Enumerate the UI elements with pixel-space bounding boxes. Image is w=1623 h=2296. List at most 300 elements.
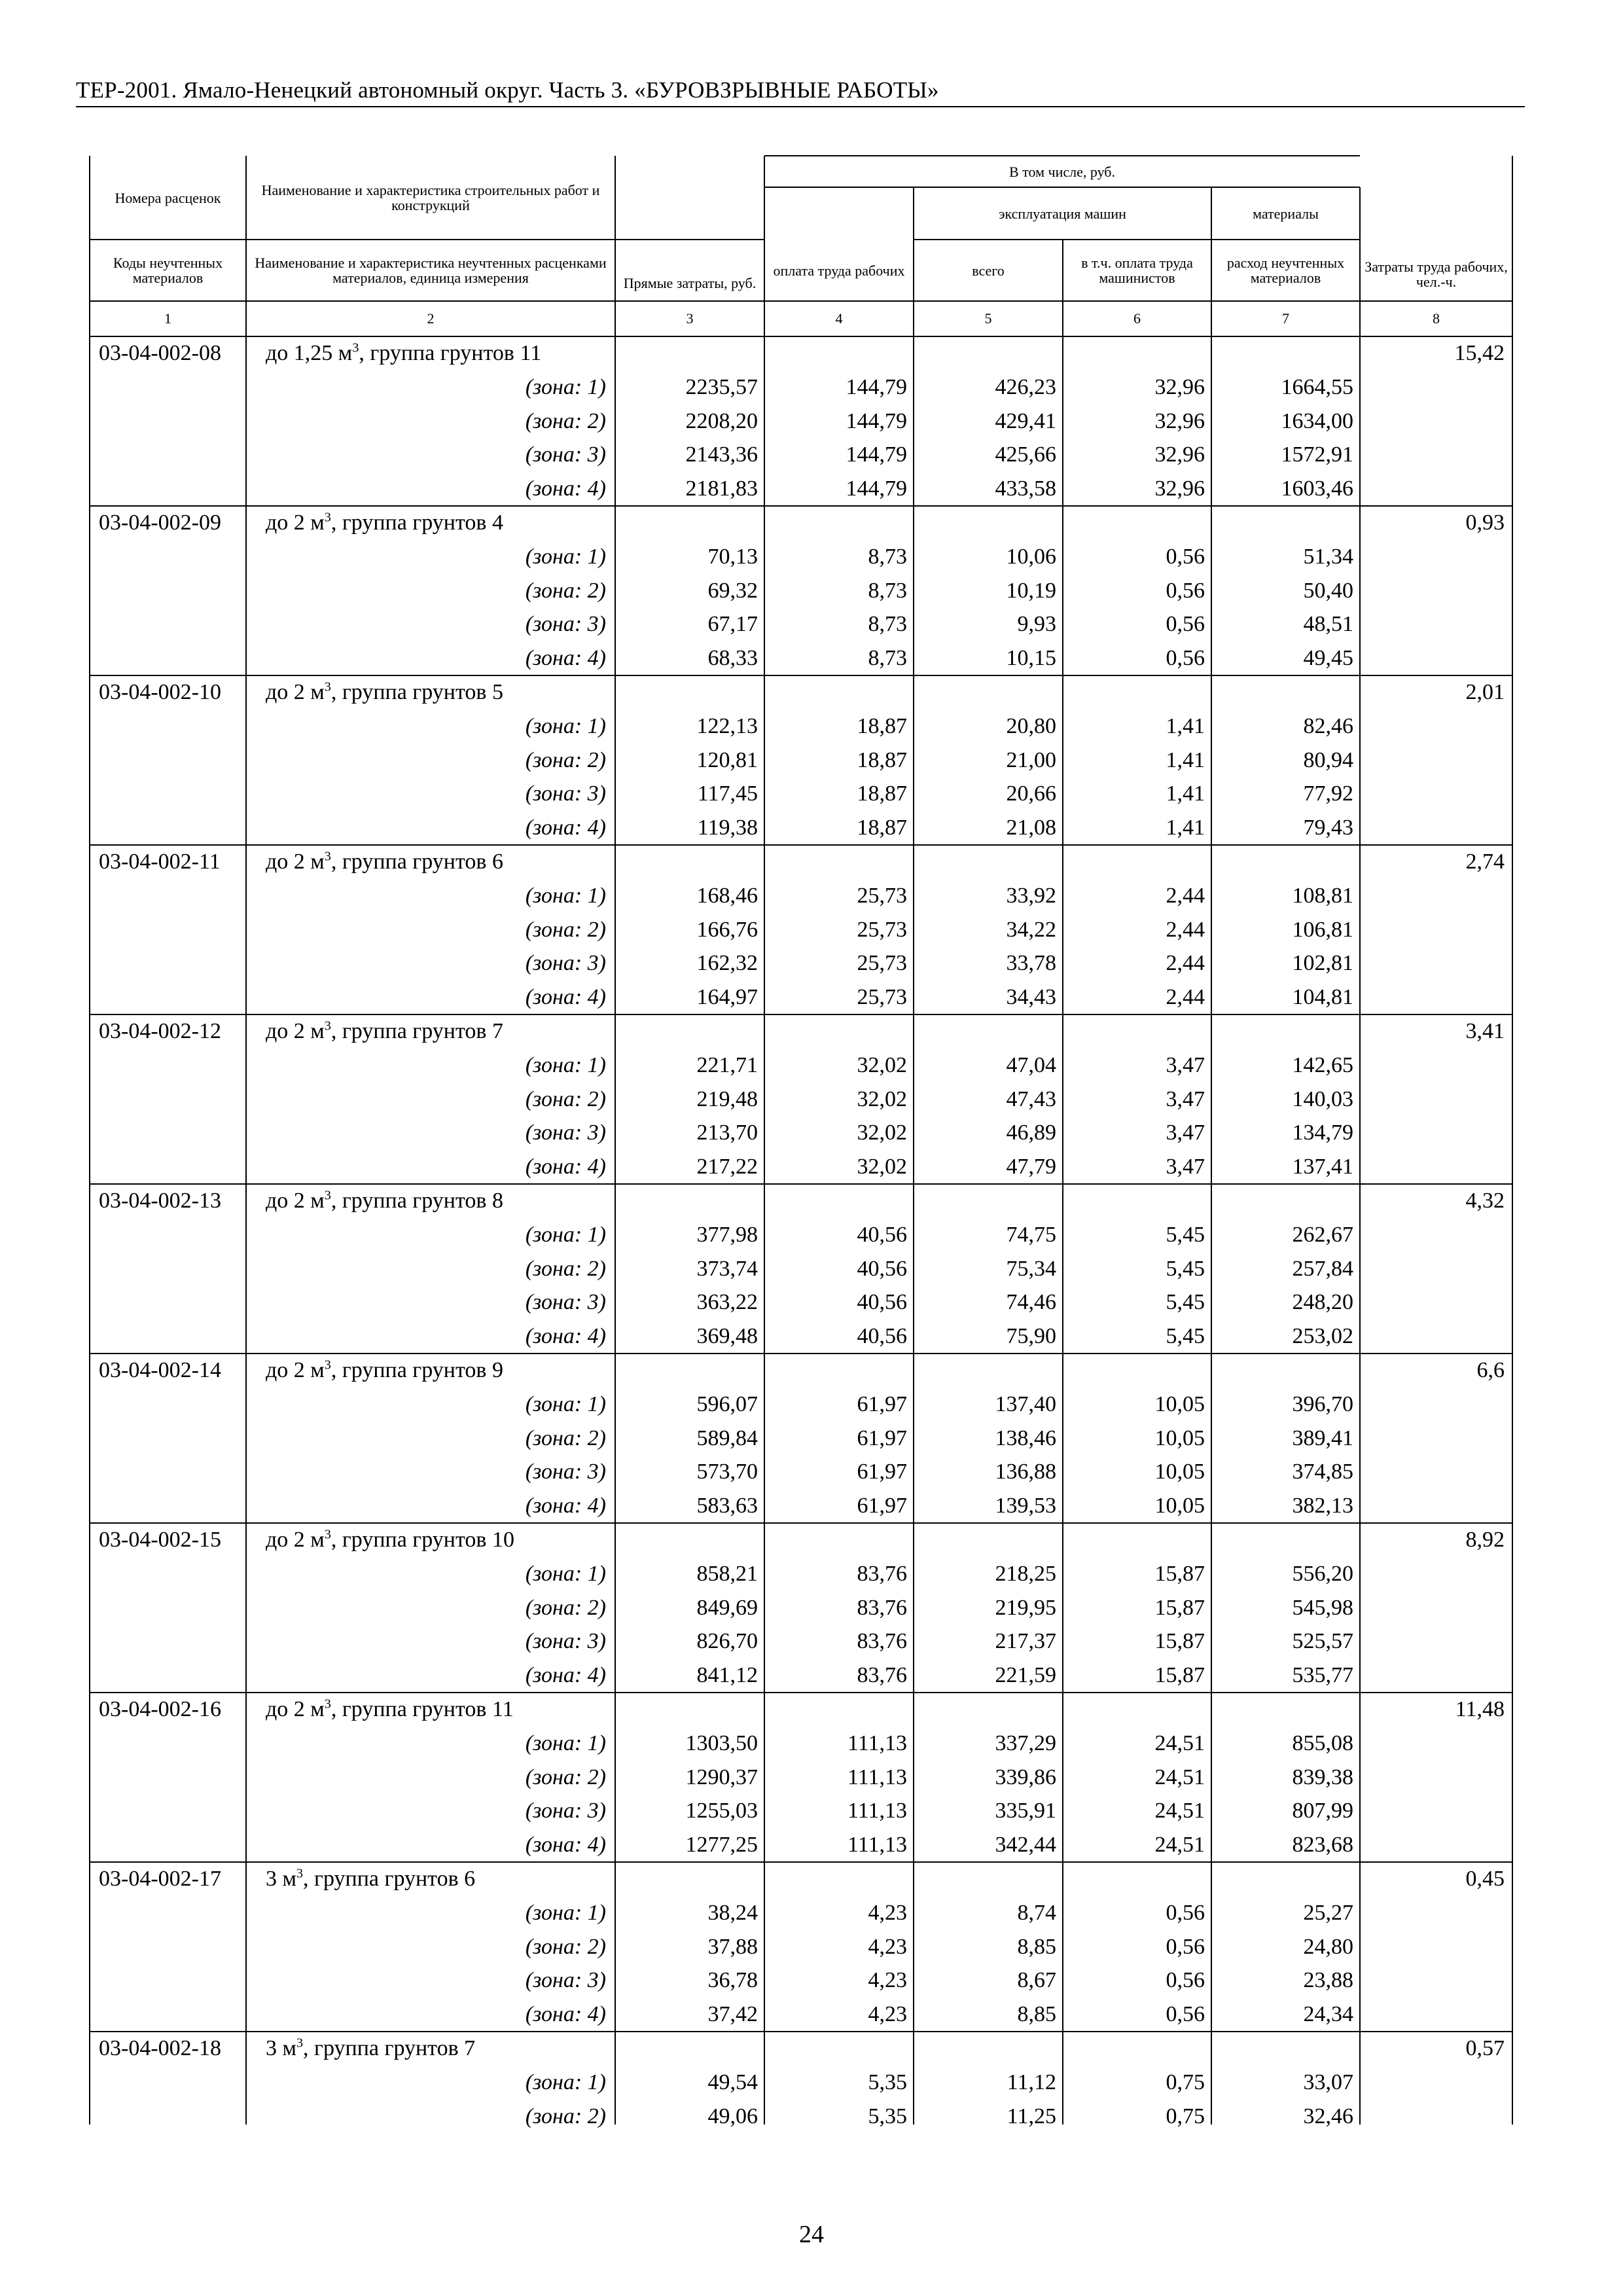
machines-total-value: 10,06	[1006, 544, 1056, 569]
labor-costs-value: 0,45	[1465, 1867, 1505, 1891]
materials-value: 32,46	[1303, 2104, 1353, 2128]
labor-pay-value: 18,87	[857, 781, 907, 806]
materials-value: 253,02	[1292, 1324, 1353, 1349]
machines-total-value: 33,78	[1006, 951, 1056, 976]
header-subdivider	[90, 239, 764, 240]
machinists-pay-value: 15,87	[1154, 1629, 1205, 1654]
materials-value: 1603,46	[1281, 476, 1353, 501]
machines-total-value: 33,92	[1006, 883, 1056, 908]
entry-separator	[90, 844, 1512, 846]
machinists-pay-value: 1,41	[1166, 713, 1205, 738]
grid-line	[1359, 336, 1361, 2125]
materials-value: 24,80	[1303, 1934, 1353, 1959]
rate-code: 03-04-002-11	[99, 850, 221, 874]
materials-value: 50,40	[1303, 578, 1353, 603]
machines-total-value: 342,44	[995, 1833, 1056, 1857]
labor-pay-value: 18,87	[857, 747, 907, 772]
labor-pay-value: 4,23	[868, 2002, 907, 2027]
grid-line	[245, 156, 247, 336]
entry-separator	[90, 505, 1512, 507]
header-labor-costs: Затраты труда рабочих, чел.-ч.	[1364, 259, 1508, 290]
entry-separator	[90, 1183, 1512, 1185]
machinists-pay-value: 1,41	[1166, 816, 1205, 840]
direct-costs-value: 1290,37	[685, 1765, 758, 1789]
machines-total-value: 433,58	[995, 476, 1056, 501]
direct-costs-value: 363,22	[696, 1290, 758, 1315]
labor-pay-value: 25,73	[857, 883, 907, 908]
zone-label: (зона: 4)	[525, 1494, 606, 1518]
labor-pay-value: 111,13	[847, 1731, 907, 1755]
zone-label: (зона: 1)	[525, 1052, 606, 1077]
direct-costs-value: 69,32	[707, 578, 758, 603]
labor-pay-value: 61,97	[857, 1426, 907, 1450]
grid-line	[764, 187, 1360, 188]
machinists-pay-value: 24,51	[1154, 1799, 1205, 1823]
zone-label: (зона: 1)	[525, 2070, 606, 2094]
direct-costs-value: 117,45	[697, 781, 758, 806]
work-description: до 2 $м^3$, группа грунтов 5	[266, 679, 503, 704]
header-direct-costs: Прямые затраты, руб.	[623, 275, 757, 291]
materials-value: 396,70	[1292, 1391, 1353, 1416]
zone-label: (зона: 1)	[525, 1222, 606, 1247]
direct-costs-value: 67,17	[707, 612, 758, 637]
machinists-pay-value: 2,44	[1166, 917, 1205, 942]
materials-value: 49,45	[1303, 646, 1353, 671]
machinists-pay-value: 0,56	[1166, 544, 1205, 569]
rate-code: 03-04-002-10	[99, 680, 221, 704]
direct-costs-value: 2235,57	[685, 374, 758, 399]
labor-pay-value: 111,13	[847, 1833, 907, 1857]
zone-label: (зона: 4)	[525, 1155, 606, 1179]
direct-costs-value: 120,81	[696, 747, 758, 772]
zone-label: (зона: 2)	[525, 408, 606, 433]
work-description: до 2 $м^3$, группа грунтов 9	[266, 1357, 503, 1382]
machines-total-value: 425,66	[995, 442, 1056, 467]
materials-value: 104,81	[1292, 985, 1353, 1010]
header-machines-total: всего	[972, 262, 1005, 279]
materials-value: 1572,91	[1281, 442, 1353, 467]
machinists-pay-value: 32,96	[1154, 442, 1205, 467]
materials-value: 525,57	[1292, 1629, 1353, 1654]
zone-label: (зона: 4)	[525, 2002, 606, 2027]
machinists-pay-value: 1,41	[1166, 747, 1205, 772]
zone-label: (зона: 3)	[525, 612, 606, 637]
column-number: 2	[427, 310, 435, 327]
direct-costs-value: 2181,83	[685, 476, 758, 501]
machinists-pay-value: 2,44	[1166, 883, 1205, 908]
machinists-pay-value: 15,87	[1154, 1595, 1205, 1620]
labor-pay-value: 8,73	[868, 578, 907, 603]
machinists-pay-value: 3,47	[1166, 1155, 1205, 1179]
machinists-pay-value: 3,47	[1166, 1086, 1205, 1111]
direct-costs-value: 858,21	[696, 1561, 758, 1586]
machines-total-value: 139,53	[995, 1494, 1056, 1518]
work-description: 3 $м^3$, группа грунтов 7	[266, 2036, 476, 2060]
machinists-pay-value: 0,56	[1166, 612, 1205, 637]
zone-label: (зона: 3)	[525, 1968, 606, 1993]
machines-total-value: 21,08	[1006, 816, 1056, 840]
zone-label: (зона: 4)	[525, 1663, 606, 1688]
direct-costs-value: 36,78	[707, 1968, 758, 1993]
machines-total-value: 429,41	[995, 408, 1056, 433]
labor-pay-value: 144,79	[846, 374, 907, 399]
zone-label: (зона: 4)	[525, 1833, 606, 1857]
materials-value: 855,08	[1292, 1731, 1353, 1755]
grid-line	[245, 336, 247, 2125]
machines-total-value: 11,25	[1007, 2104, 1056, 2128]
zone-label: (зона: 2)	[525, 1595, 606, 1620]
zone-label: (зона: 2)	[525, 747, 606, 772]
entry-separator	[90, 675, 1512, 676]
column-number: 3	[686, 310, 694, 327]
direct-costs-value: 1303,50	[685, 1731, 758, 1755]
machines-total-value: 10,15	[1006, 646, 1056, 671]
materials-value: 140,03	[1292, 1086, 1353, 1111]
grid-line	[913, 336, 914, 2125]
column-number: 4	[835, 310, 843, 327]
machinists-pay-value: 5,45	[1166, 1290, 1205, 1315]
labor-pay-value: 4,23	[868, 1968, 907, 1993]
zone-label: (зона: 4)	[525, 985, 606, 1010]
machines-total-value: 21,00	[1006, 747, 1056, 772]
machines-total-value: 339,86	[995, 1765, 1056, 1789]
machinists-pay-value: 0,56	[1166, 578, 1205, 603]
labor-pay-value: 83,76	[857, 1663, 907, 1688]
machines-total-value: 74,75	[1006, 1222, 1056, 1247]
grid-line	[1211, 336, 1212, 2125]
column-number: 1	[164, 310, 171, 327]
direct-costs-value: 2208,20	[685, 408, 758, 433]
machinists-pay-value: 10,05	[1154, 1391, 1205, 1416]
machines-total-value: 136,88	[995, 1460, 1056, 1484]
labor-pay-value: 40,56	[857, 1256, 907, 1281]
work-description: до 1,25 $м^3$, группа грунтов 11	[266, 340, 542, 365]
column-number: 8	[1433, 310, 1440, 327]
rate-code: 03-04-002-15	[99, 1528, 221, 1552]
labor-pay-value: 8,73	[868, 544, 907, 569]
machines-total-value: 20,66	[1006, 781, 1056, 806]
work-description: до 2 $м^3$, группа грунтов 6	[266, 849, 503, 874]
materials-value: 823,68	[1292, 1833, 1353, 1857]
labor-pay-value: 40,56	[857, 1290, 907, 1315]
work-description: до 2 $м^3$, группа грунтов 4	[266, 510, 503, 535]
labor-pay-value: 144,79	[846, 408, 907, 433]
materials-value: 257,84	[1292, 1256, 1353, 1281]
machinists-pay-value: 0,56	[1166, 1900, 1205, 1925]
materials-value: 33,07	[1303, 2070, 1353, 2094]
machines-total-value: 20,80	[1006, 713, 1056, 738]
work-description: до 2 $м^3$, группа грунтов 8	[266, 1188, 503, 1213]
work-description: до 2 $м^3$, группа грунтов 10	[266, 1527, 514, 1552]
labor-pay-value: 144,79	[846, 442, 907, 467]
direct-costs-value: 49,54	[707, 2070, 758, 2094]
direct-costs-value: 589,84	[696, 1426, 758, 1450]
zone-label: (зона: 1)	[525, 544, 606, 569]
labor-pay-value: 25,73	[857, 985, 907, 1010]
machinists-pay-value: 2,44	[1166, 951, 1205, 976]
grid-line	[913, 187, 914, 336]
labor-pay-value: 32,02	[857, 1121, 907, 1145]
grid-line	[90, 300, 1512, 302]
direct-costs-value: 38,24	[707, 1900, 758, 1925]
entry-separator	[90, 1861, 1512, 1863]
zone-label: (зона: 3)	[525, 1290, 606, 1315]
grid-line	[89, 156, 90, 336]
zone-label: (зона: 3)	[525, 1121, 606, 1145]
rates-table	[90, 156, 1512, 2145]
rate-code: 03-04-002-16	[99, 1697, 221, 1721]
direct-costs-value: 162,32	[696, 951, 758, 976]
grid-line	[1359, 187, 1361, 336]
direct-costs-value: 166,76	[696, 917, 758, 942]
labor-costs-value: 4,32	[1465, 1189, 1505, 1213]
labor-costs-value: 2,01	[1465, 680, 1505, 704]
materials-value: 839,38	[1292, 1765, 1353, 1789]
entry-separator	[90, 1522, 1512, 1524]
zone-label: (зона: 1)	[525, 713, 606, 738]
labor-costs-value: 0,93	[1465, 511, 1505, 535]
zone-label: (зона: 1)	[525, 1561, 606, 1586]
rate-code: 03-04-002-08	[99, 341, 221, 365]
machines-total-value: 11,12	[1007, 2070, 1056, 2094]
direct-costs-value: 826,70	[696, 1629, 758, 1654]
machines-total-value: 75,90	[1006, 1324, 1056, 1349]
materials-value: 1664,55	[1281, 374, 1353, 399]
machinists-pay-value: 24,51	[1154, 1731, 1205, 1755]
direct-costs-value: 37,88	[707, 1934, 758, 1959]
materials-value: 1634,00	[1281, 408, 1353, 433]
labor-pay-value: 83,76	[857, 1595, 907, 1620]
direct-costs-value: 217,22	[696, 1155, 758, 1179]
zone-label: (зона: 2)	[525, 1934, 606, 1959]
materials-value: 106,81	[1292, 917, 1353, 942]
machinists-pay-value: 0,56	[1166, 2002, 1205, 2027]
machines-total-value: 34,43	[1006, 985, 1056, 1010]
direct-costs-value: 596,07	[696, 1391, 758, 1416]
machines-total-value: 217,37	[995, 1629, 1056, 1654]
zone-label: (зона: 2)	[525, 1086, 606, 1111]
labor-pay-value: 144,79	[846, 476, 907, 501]
labor-costs-value: 2,74	[1465, 850, 1505, 874]
labor-pay-value: 61,97	[857, 1460, 907, 1484]
header-material-name: Наименование и характеристика неучтенных расценками материалов, единица измерения	[255, 255, 607, 286]
zone-label: (зона: 3)	[525, 1460, 606, 1484]
machinists-pay-value: 32,96	[1154, 408, 1205, 433]
machinists-pay-value: 3,47	[1166, 1121, 1205, 1145]
direct-costs-value: 70,13	[707, 544, 758, 569]
rate-code: 03-04-002-14	[99, 1358, 221, 1382]
materials-value: 389,41	[1292, 1426, 1353, 1450]
direct-costs-value: 37,42	[707, 2002, 758, 2027]
machinists-pay-value: 3,47	[1166, 1052, 1205, 1077]
machinists-pay-value: 24,51	[1154, 1765, 1205, 1789]
direct-costs-value: 164,97	[696, 985, 758, 1010]
direct-costs-value: 122,13	[696, 713, 758, 738]
materials-value: 535,77	[1292, 1663, 1353, 1688]
zone-label: (зона: 4)	[525, 646, 606, 671]
machinists-pay-value: 10,05	[1154, 1494, 1205, 1518]
machinists-pay-value: 5,45	[1166, 1324, 1205, 1349]
labor-costs-value: 8,92	[1465, 1528, 1505, 1552]
direct-costs-value: 68,33	[707, 646, 758, 671]
machines-total-value: 337,29	[995, 1731, 1056, 1755]
zone-label: (зона: 3)	[525, 442, 606, 467]
machines-total-value: 218,25	[995, 1561, 1056, 1586]
materials-value: 77,92	[1303, 781, 1353, 806]
labor-costs-value: 3,41	[1465, 1019, 1505, 1043]
zone-label: (зона: 1)	[525, 1731, 606, 1755]
header-unaccounted-materials: расход неучтенных материалов	[1226, 255, 1345, 286]
zone-label: (зона: 1)	[525, 1900, 606, 1925]
machines-total-value: 47,04	[1006, 1052, 1056, 1077]
labor-pay-value: 8,73	[868, 612, 907, 637]
machines-total-value: 219,95	[995, 1595, 1056, 1620]
materials-value: 248,20	[1292, 1290, 1353, 1315]
entry-separator	[90, 1014, 1512, 1015]
labor-pay-value: 40,56	[857, 1324, 907, 1349]
machines-total-value: 47,79	[1006, 1155, 1056, 1179]
machinists-pay-value: 32,96	[1154, 374, 1205, 399]
zone-label: (зона: 2)	[525, 917, 606, 942]
grid-line	[1062, 336, 1063, 2125]
labor-pay-value: 40,56	[857, 1222, 907, 1247]
direct-costs-value: 841,12	[696, 1663, 758, 1688]
labor-pay-value: 83,76	[857, 1561, 907, 1586]
direct-costs-value: 1277,25	[685, 1833, 758, 1857]
grid-line	[89, 336, 90, 2125]
rate-code: 03-04-002-17	[99, 1867, 221, 1891]
machines-total-value: 8,74	[1017, 1900, 1056, 1925]
machinists-pay-value: 0,56	[1166, 1968, 1205, 1993]
zone-label: (зона: 2)	[525, 1765, 606, 1789]
materials-value: 807,99	[1292, 1799, 1353, 1823]
labor-pay-value: 4,23	[868, 1900, 907, 1925]
header-rates-number: Номера расценок	[115, 189, 221, 206]
entry-separator	[90, 2031, 1512, 2032]
labor-pay-value: 32,02	[857, 1052, 907, 1077]
machinists-pay-value: 15,87	[1154, 1561, 1205, 1586]
machinists-pay-value: 5,45	[1166, 1222, 1205, 1247]
machines-total-value: 46,89	[1006, 1121, 1056, 1145]
header-materials: материалы	[1253, 205, 1319, 222]
zone-label: (зона: 2)	[525, 1426, 606, 1450]
materials-value: 108,81	[1292, 883, 1353, 908]
machinists-pay-value: 1,41	[1166, 781, 1205, 806]
direct-costs-value: 219,48	[696, 1086, 758, 1111]
direct-costs-value: 213,70	[696, 1121, 758, 1145]
materials-value: 262,67	[1292, 1222, 1353, 1247]
work-description: до 2 $м^3$, группа грунтов 11	[266, 1696, 514, 1721]
direct-costs-value: 377,98	[696, 1222, 758, 1247]
labor-pay-value: 111,13	[847, 1799, 907, 1823]
direct-costs-value: 168,46	[696, 883, 758, 908]
entry-separator	[90, 1692, 1512, 1693]
machinists-pay-value: 0,75	[1166, 2104, 1205, 2128]
grid-line	[615, 336, 616, 2125]
machinists-pay-value: 10,05	[1154, 1460, 1205, 1484]
machines-total-value: 74,46	[1006, 1290, 1056, 1315]
header-machinists-pay: в т.ч. оплата труда машинистов	[1081, 255, 1193, 286]
materials-value: 556,20	[1292, 1561, 1353, 1586]
column-number: 5	[984, 310, 992, 327]
machinists-pay-value: 0,56	[1166, 646, 1205, 671]
machines-total-value: 138,46	[995, 1426, 1056, 1450]
machinists-pay-value: 10,05	[1154, 1426, 1205, 1450]
materials-value: 102,81	[1292, 951, 1353, 976]
machinists-pay-value: 0,75	[1166, 2070, 1205, 2094]
zone-label: (зона: 1)	[525, 374, 606, 399]
labor-pay-value: 83,76	[857, 1629, 907, 1654]
labor-pay-value: 32,02	[857, 1086, 907, 1111]
labor-pay-value: 111,13	[847, 1765, 907, 1789]
header-machines: эксплуатация машин	[999, 205, 1126, 222]
direct-costs-value: 583,63	[696, 1494, 758, 1518]
header-labor-pay: оплата труда рабочих	[773, 262, 905, 279]
header-top-line	[764, 155, 1360, 156]
direct-costs-value: 849,69	[696, 1595, 758, 1620]
labor-pay-value: 4,23	[868, 1934, 907, 1959]
column-number: 6	[1133, 310, 1141, 327]
rate-code: 03-04-002-09	[99, 511, 221, 535]
labor-pay-value: 61,97	[857, 1391, 907, 1416]
machines-total-value: 47,43	[1006, 1086, 1056, 1111]
zone-label: (зона: 2)	[525, 2104, 606, 2128]
grid-line	[1512, 336, 1513, 2125]
direct-costs-value: 49,06	[707, 2104, 758, 2128]
materials-value: 79,43	[1303, 816, 1353, 840]
zone-label: (зона: 3)	[525, 1629, 606, 1654]
labor-pay-value: 61,97	[857, 1494, 907, 1518]
grid-line	[615, 156, 616, 336]
machinists-pay-value: 15,87	[1154, 1663, 1205, 1688]
direct-costs-value: 373,74	[696, 1256, 758, 1281]
page-number: 24	[799, 2221, 824, 2248]
work-description: до 2 $м^3$, группа грунтов 7	[266, 1018, 503, 1043]
machines-total-value: 9,93	[1017, 612, 1056, 637]
machinists-pay-value: 2,44	[1166, 985, 1205, 1010]
zone-label: (зона: 3)	[525, 781, 606, 806]
header-including: В том числе, руб.	[1009, 163, 1115, 180]
labor-pay-value: 5,35	[868, 2104, 907, 2128]
direct-costs-value: 1255,03	[685, 1799, 758, 1823]
materials-value: 134,79	[1292, 1121, 1353, 1145]
materials-value: 23,88	[1303, 1968, 1353, 1993]
grid-line	[764, 156, 765, 336]
machines-total-value: 335,91	[995, 1799, 1056, 1823]
machines-total-value: 137,40	[995, 1391, 1056, 1416]
labor-costs-value: 15,42	[1454, 341, 1505, 365]
direct-costs-value: 119,38	[697, 816, 758, 840]
labor-pay-value: 18,87	[857, 713, 907, 738]
labor-costs-value: 6,6	[1476, 1358, 1505, 1382]
direct-costs-value: 369,48	[696, 1324, 758, 1349]
machinists-pay-value: 32,96	[1154, 476, 1205, 501]
labor-costs-value: 11,48	[1455, 1697, 1505, 1721]
machines-total-value: 8,85	[1017, 2002, 1056, 2027]
machines-total-value: 426,23	[995, 374, 1056, 399]
materials-value: 545,98	[1292, 1595, 1353, 1620]
zone-label: (зона: 1)	[525, 883, 606, 908]
entry-separator	[90, 336, 1512, 337]
zone-label: (зона: 1)	[525, 1391, 606, 1416]
materials-value: 374,85	[1292, 1460, 1353, 1484]
zone-label: (зона: 2)	[525, 1256, 606, 1281]
rate-code: 03-04-002-18	[99, 2036, 221, 2060]
machines-total-value: 10,19	[1006, 578, 1056, 603]
grid-line	[1512, 156, 1513, 336]
machines-total-value: 8,67	[1017, 1968, 1056, 1993]
machines-total-value: 75,34	[1006, 1256, 1056, 1281]
